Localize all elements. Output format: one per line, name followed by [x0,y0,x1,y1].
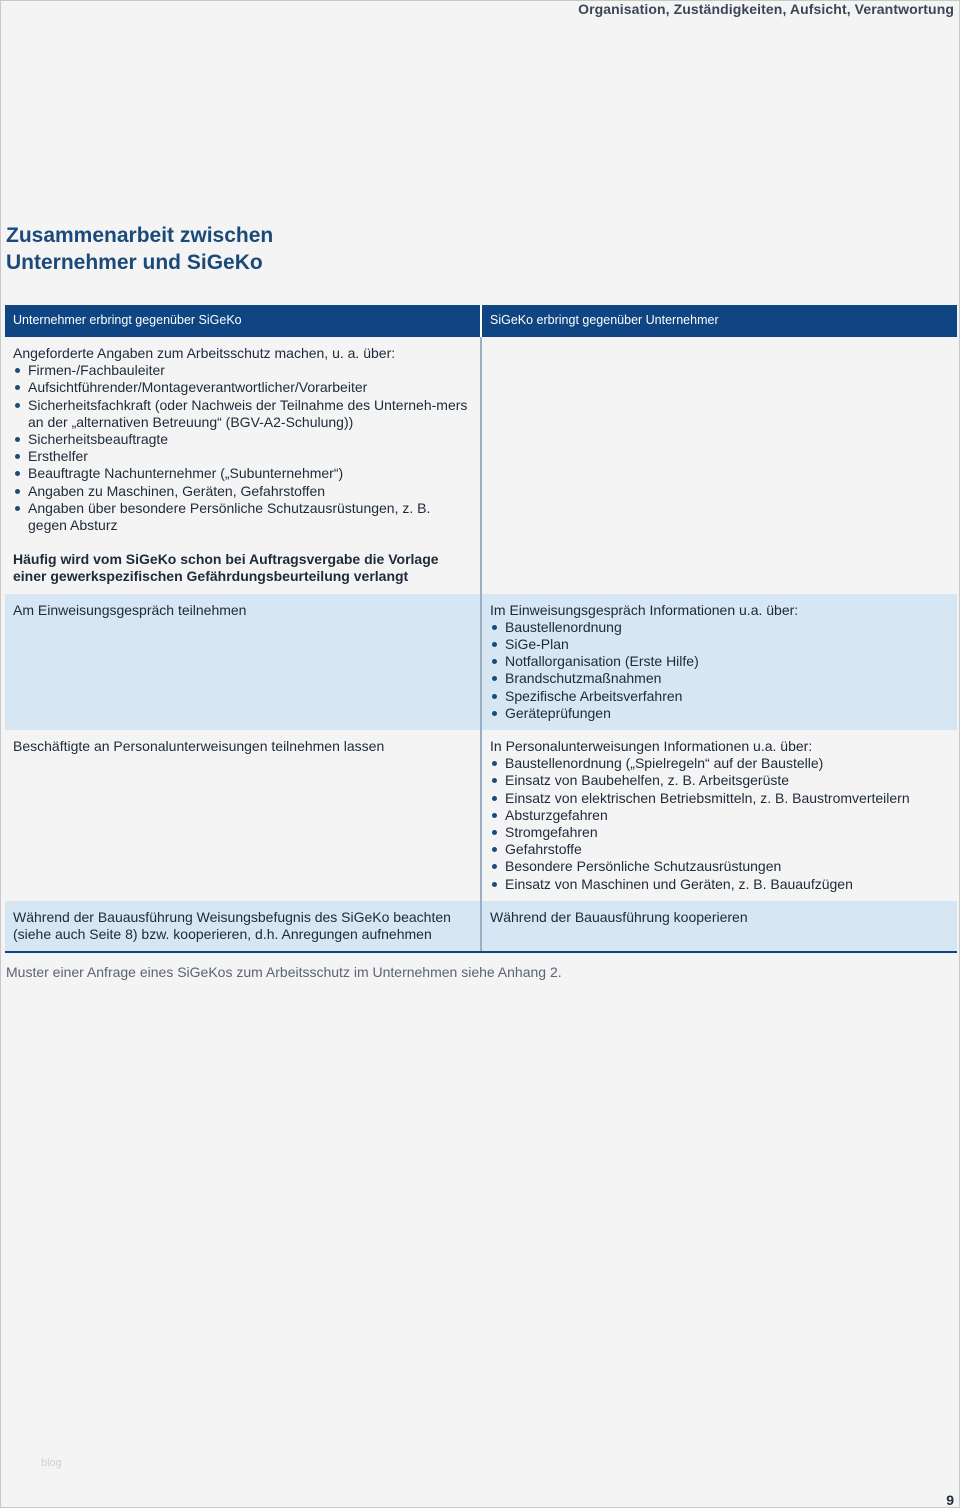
list-item: Baustellenordnung [490,619,949,636]
section-title-line2: Unternehmer und SiGeKo [6,251,263,274]
table-row [5,337,957,594]
row3-bullet-list [490,755,949,893]
list-item: Einsatz von Baubehelfen, z. B. Arbeitsgerüste [490,772,949,789]
column-header-unternehmer: Unternehmer erbringt gegenüber SiGeKo [5,305,481,337]
list-item: Absturzgefahren [490,807,949,824]
row2-intro: Im Einweisungsgespräch Informationen u.a. über: [490,601,799,618]
list-item: Firmen-/Fachbauleiter [13,362,472,379]
list-item: Sicherheitsfachkraft (oder Nachweis der Teilnahme des Unterneh-mers an der „alternativen Betreuung“ (BGV-A2-Schulung)) [13,397,472,431]
column-header-sigeko: SiGeKo erbringt gegenüber Unternehmer [481,305,957,337]
table-row [5,594,957,730]
row1-note: Häufig wird vom SiGeKo schon bei Auftragsvergabe die Vorlage einer gewerkspezifischen Gefährdungsbeurteilung verlangt [13,551,439,585]
table-cell-left [5,337,481,594]
table-cell-left: Während der Bauausführung Weisungsbefugnis des SiGeKo beachten (siehe auch Seite 8) bzw. kooperieren, d.h. Anregungen aufnehmen [5,901,481,952]
row1-intro: Angeforderte Angaben zum Arbeitsschutz machen, u. a. über: [13,345,396,361]
table-cell-right [481,730,957,901]
list-item: Gefahrstoffe [490,841,949,858]
list-item: SiGe-Plan [490,636,949,653]
list-item: Stromgefahren [490,824,949,841]
footnote: Muster einer Anfrage eines SiGeKos zum Arbeitsschutz im Unternehmen siehe Anhang 2. [6,964,562,980]
list-item: Spezifische Arbeitsverfahren [490,688,949,705]
row2-bullet-list [490,619,949,722]
list-item: Geräteprüfungen [490,705,949,722]
list-item: Notfallorganisation (Erste Hilfe) [490,653,949,670]
list-item: Einsatz von elektrischen Betriebsmitteln, z. B. Baustromverteilern [490,790,949,807]
row1-bullet-list [13,362,472,534]
section-title [6,222,273,276]
page-number: 9 [946,1492,954,1508]
list-item: Besondere Persönliche Schutzausrüstungen [490,858,949,875]
running-header: Organisation, Zuständigkeiten, Aufsicht, Verantwortung [578,1,954,17]
table-cell-right [481,594,957,730]
list-item: Brandschutzmaßnahmen [490,670,949,687]
table-header-row [5,305,957,337]
watermark: blog [41,1457,62,1469]
cooperation-table [5,305,957,953]
table-cell-left: Am Einweisungsgespräch teilnehmen [5,594,481,730]
list-item: Einsatz von Maschinen und Geräten, z. B. Bauaufzügen [490,876,949,893]
list-item: Angaben über besondere Persönliche Schutzausrüstungen, z. B. gegen Absturz [13,500,472,534]
row3-intro: In Personalunterweisungen Informationen u.a. über: [490,738,813,755]
list-item: Ersthelfer [13,448,472,465]
list-item: Aufsichtführender/Montageverantwortlicher/Vorarbeiter [13,379,472,396]
table-cell-left: Beschäftigte an Personalunterweisungen teilnehmen lassen [5,730,481,901]
section-title-line1: Zusammenarbeit zwischen [6,224,274,247]
list-item: Sicherheitsbeauftragte [13,431,472,448]
table-cell-right-empty [481,337,957,594]
list-item: Baustellenordnung („Spielregeln“ auf der Baustelle) [490,755,949,772]
list-item: Angaben zu Maschinen, Geräten, Gefahrstoffen [13,483,472,500]
list-item: Beauftragte Nachunternehmer („Subunternehmer“) [13,465,472,482]
table-row [5,901,957,952]
table-cell-right: Während der Bauausführung kooperieren [481,901,957,952]
table-row [5,730,957,901]
